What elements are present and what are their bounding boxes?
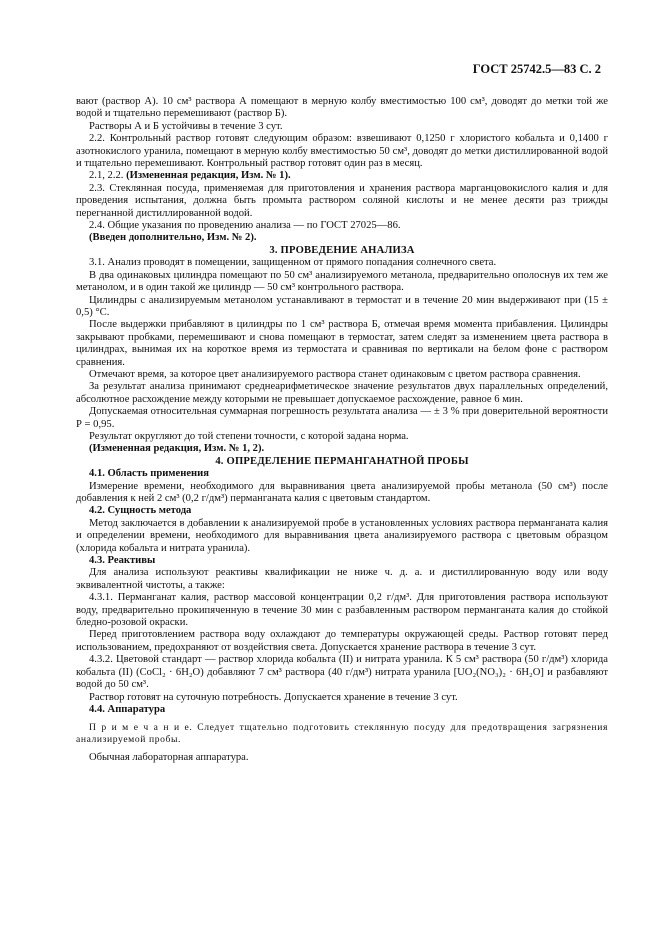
paragraph: После выдержки прибавляют в цилиндры по 1 см³ раствора Б, отмечая время момента прибавления. Цилиндры закрывают пробками, перемешивают и снова помещают в термостат, затем следят за изменением цвета раствора в цилиндрах, вынимая их на короткое время из термостата и сравнивая по вертикали на белом фоне с раствором сравнения. <box>76 319 608 368</box>
paragraph: 4.3.1. Перманганат калия, раствор массовой концентрации 0,2 г/дм³. Для приготовления раствора используют воду, предварительно прокипяченную в течение 30 мин с разбавленным раствором перманганата калия до стойкой бледно-розовой окраски. <box>76 592 608 629</box>
section-heading-4: 4. ОПРЕДЕЛЕНИЕ ПЕРМАНГАНАТНОЙ ПРОБЫ <box>215 455 469 467</box>
paragraph: Измерение времени, необходимого для выравнивания цвета анализируемой пробы метанола (50 см³) после добавления к ней 2 см³ (0,2 г/дм³) перманганата калия с цветовым стандартом. <box>76 480 608 504</box>
document-body <box>76 96 608 765</box>
paragraph: Для анализа используют реактивы квалификации не ниже ч. д. а. и дистиллированную воду или воду эквивалентной чистоты, а также: <box>76 567 608 591</box>
page-header: ГОСТ 25742.5—83 С. 2 <box>472 62 601 76</box>
paragraph: 2.2. Контрольный раствор готовят следующим образом: взвешивают 0,1250 г хлористого кобальта и 0,1400 г азотнокислого уранила, помещают в мерную колбу вместимостью 50 см³, доводят до метки дистиллированной водой и тщательно перемешивают. Контрольный раствор готовят один раз в месяц. <box>76 133 608 170</box>
paragraph: 4.3.2. Цветовой стандарт — раствор хлорида кобальта (II) и нитрата уранила. К 5 см³ раствора (50 г/дм³) хлорида кобальта (II) (CoCl₂ · 6H₂O) добавляют 7 см³ раствора (40 г/дм³) нитрата уранила [UO₂(NO₃)₂ · 6H₂O] и разбавляют водой до 50 см³. <box>76 654 608 691</box>
paragraph: В два одинаковых цилиндра помещают по 50 см³ анализируемого метанола, предварительно ополоснув их тем же метанолом, и в один такой же цилиндр — 50 см³ контрольного раствора. <box>76 269 608 294</box>
paragraph: вают (раствор А). 10 см³ раствора А помещают в мерную колбу вместимостью 100 см³, доводят до метки той же водой и тщательно перемешивают (раствор Б). <box>76 96 608 120</box>
subsection-heading: 4.3. Реактивы <box>89 555 156 567</box>
paragraph: 2.4. Общие указания по проведению анализа — по ГОСТ 27025—86. <box>89 220 401 232</box>
paragraph: 2.3. Стеклянная посуда, применяемая для приготовления и хранения раствора марганцовокислого калия и для проведения испытания, должна быть промыта раствором соляной кислоты и не менее десяти раз трижды перегнанной дистиллированной водой. <box>76 182 608 219</box>
subsection-heading: 4.2. Сущность метода <box>89 505 192 517</box>
paragraph: Обычная лабораторная аппаратура. <box>89 752 249 764</box>
paragraph: За результат анализа принимают среднеарифметическое значение результатов двух параллельных определений, абсолютное расхождение между которыми не превышает допускаемое расхождение, равное 6 мин. <box>76 381 608 405</box>
subsection-heading: 4.1. Область применения <box>89 468 209 480</box>
amendment-label: (Введен дополнительно, Изм. № 2). <box>89 232 257 244</box>
subsection-heading: 4.4. Аппаратура <box>89 703 166 715</box>
amendment-label: (Измененная редакция, Изм. № 1, 2). <box>89 443 265 455</box>
paragraph: Допускаемая относительная суммарная погрешность результата анализа — ± 3 % при доверительной вероятности Р = 0,95. <box>76 406 608 430</box>
section-heading-3: 3. ПРОВЕДЕНИЕ АНАЛИЗА <box>269 244 415 256</box>
paragraph: Метод заключается в добавлении к анализируемой пробе в установленных условиях раствора перманганата калия и определении времени, необходимого для выравнивания цвета анализируемого раствора с цветовым образцом (хлорида кобальта и нитрата уранила). <box>76 517 608 554</box>
paragraph: Перед приготовлением раствора воду охлаждают до температуры окружающей среды. Раствор готовят перед использованием, предохраняют от воздействия света. Допускается хранение раствора в течение 3 сут. <box>76 629 608 653</box>
amendment-note <box>76 170 608 182</box>
amendment-label: (Измененная редакция, Изм. № 1). <box>126 170 291 182</box>
paragraph: Отмечают время, за которое цвет анализируемого раствора станет одинаковым с цветом раствора сравнения. <box>89 368 581 380</box>
paragraph: Цилиндры с анализируемым метанолом устанавливают в термостат и в течение 20 мин выдерживают при (15 ± 0,5) °С. <box>76 294 608 318</box>
clause-numbers: 2.1, 2.2. <box>89 170 124 182</box>
paragraph: 3.1. Анализ проводят в помещении, защищенном от прямого попадания солнечного света. <box>89 257 497 269</box>
paragraph: Растворы А и Б устойчивы в течение 3 сут. <box>89 120 283 132</box>
paragraph: Раствор готовят на суточную потребность. Допускается хранение в течение 3 сут. <box>89 691 458 703</box>
paragraph: Результат округляют до той степени точности, с которой задана норма. <box>89 430 409 442</box>
note: П р и м е ч а н и е. Следует тщательно подготовить стеклянную посуду для предотвращения загрязнения анализируемой пробы. <box>76 722 608 746</box>
